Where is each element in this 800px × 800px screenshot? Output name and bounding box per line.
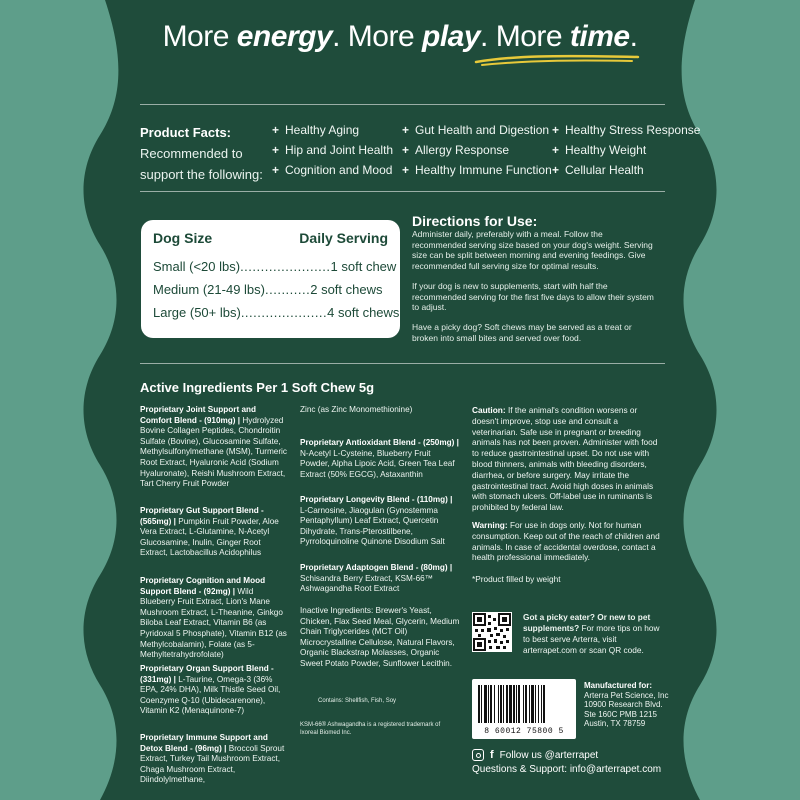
plus-icon: +: [272, 123, 280, 137]
fact-label: Allergy Response: [415, 143, 510, 157]
ingredient-blend: [140, 506, 288, 559]
plus-icon: +: [552, 143, 560, 157]
directions-paragraph: Administer daily, preferably with a meal. Follow the recommended serving size based on your dog's weight. Serving size can be split between morning and evening feedings. Give recommended full serving size for optimal results.: [412, 229, 653, 271]
product-facts-title: Product Facts:: [140, 125, 232, 140]
ingredient-blend: [300, 563, 460, 595]
fact-label: Healthy Aging: [285, 123, 360, 137]
barcode: [472, 679, 576, 739]
dog-size-header: Dog Size: [153, 230, 213, 246]
plus-icon: +: [402, 163, 410, 177]
serving-size-card: [141, 220, 400, 338]
ingredient-blend: [140, 733, 288, 786]
headline-emphasis: play: [422, 20, 481, 53]
footnote: *Product filled by weight: [472, 574, 561, 584]
daily-serving-header: Daily Serving: [299, 230, 388, 246]
leader-dots: ...........: [265, 282, 311, 297]
ingredient-blend: [140, 664, 288, 717]
ingredient-blend: [140, 576, 288, 661]
manufacturer-line: 10900 Research Blvd.: [584, 700, 663, 710]
headline: [0, 20, 800, 54]
fact-item: [402, 143, 509, 157]
fact-label: Healthy Stress Response: [565, 123, 701, 137]
blend-ingredients: Broccoli Sprout Extract, Turkey Tail Mushroom Extract, Chaga Mushroom Extract, Diindolylmethane,: [140, 743, 285, 785]
serving-amount: 2 soft chews: [310, 282, 383, 297]
blend-name: Proprietary Cognition and Mood Support Blend - (92mg) |: [140, 576, 266, 596]
ingredient-blend: [140, 405, 288, 490]
divider: [140, 104, 665, 105]
leader-dots: ......................: [240, 259, 331, 274]
blend-ingredients: Wild Blueberry Fruit Extract, Lion's Mane Mushroom Extract, L-Theanine, Ginkgo Biloba Leaf Extract, Vitamin B6 (as Pyridoxal 5 Phosphate), Vitamin B12 (as Methylcobalamin), Folate (as 5-Methyltetrahydrofolate): [140, 586, 287, 660]
blend-name: Proprietary Longevity Blend - (110mg) |: [300, 495, 453, 504]
blend-name: Proprietary Antioxidant Blend - (250mg) |: [300, 438, 459, 447]
blend-ingredients: Schisandra Berry Extract, KSM-66™ Ashwagandha Root Extract: [300, 573, 433, 594]
warning-text: For use in dogs only. Not for human consumption. Keep out of the reach of children and animals. In case of accidental overdose, contact a health professional immediately.: [472, 520, 660, 563]
inactive-ingredients: Inactive Ingredients: Brewer's Yeast, Chicken, Flax Seed Meal, Glycerin, Medium Chain Triglycerides (MCT Oil) Microcrystalline Cellulose, Natural Flavors, Organic Blackstrap Molasses, Organic Sweet Potato Powder, Sunflower Lecithin.: [300, 606, 460, 668]
dog-size: Large (50+ lbs): [153, 305, 241, 320]
plus-icon: +: [272, 163, 280, 177]
zinc-line: Zinc (as Zinc Monomethionine): [300, 405, 413, 414]
caution-label: Caution:: [472, 405, 506, 415]
directions-paragraph: If your dog is new to supplements, start with half the recommended serving for the first five days to allow their system to adjust.: [412, 281, 654, 312]
blend-name: Proprietary Joint Support and Comfort Blend - (910mg) |: [140, 405, 257, 425]
fact-item: [552, 163, 644, 177]
product-facts-heading: [140, 122, 263, 185]
plus-icon: +: [552, 123, 560, 137]
ingredient-blend: [300, 495, 460, 548]
picky-eater-note: [523, 612, 663, 656]
blend-name: Proprietary Organ Support Blend - (331mg) |: [140, 664, 274, 684]
yellow-underline-squiggle: [472, 52, 642, 68]
blend-ingredients: L-Taurine, Omega-3 (36% EPA, 24% DHA), Milk Thistle Seed Oil, Coenzyme Q-10 (Ubidecarenone), Vitamin K2 (Menaquinone-7): [140, 674, 281, 716]
headline-text: . More: [480, 20, 570, 53]
warning-label: Warning:: [472, 520, 508, 530]
blend-ingredients: L-Carnosine, Jiaogulan (Gynostemma Pentaphyllum) Leaf Extract, Quercetin Dihydrate, Trans-Pterostilbene, Pyrroloquinoline Quinone Disodium Salt: [300, 505, 445, 547]
headline-text: . More: [332, 20, 422, 53]
headline-emphasis: time: [569, 20, 630, 53]
manufacturer-line: Arterra Pet Science, Inc: [584, 690, 669, 700]
fact-label: Healthy Immune Function: [415, 163, 552, 177]
plus-icon: +: [552, 163, 560, 177]
qr-code-icon[interactable]: [472, 612, 512, 652]
fact-item: [402, 123, 549, 137]
facebook-icon[interactable]: f: [490, 749, 494, 761]
blend-ingredients: N-Acetyl L-Cysteine, Blueberry Fruit Powder, Alpha Lipoic Acid, Green Tea Leaf Extract (50% EGCG), Astaxanthin: [300, 448, 455, 479]
blend-name: Proprietary Gut Support Blend - (565mg) |: [140, 506, 264, 526]
headline-text: More: [162, 20, 237, 53]
directions-title: Directions for Use:: [412, 213, 538, 229]
serving-amount: 4 soft chews: [327, 305, 400, 320]
barcode-number: 8 60012 75800 5: [484, 727, 564, 736]
instagram-icon[interactable]: [472, 749, 484, 761]
social-links: [472, 749, 598, 761]
serving-row: [153, 282, 386, 297]
fact-item: [552, 123, 700, 137]
blend-ingredients: Hydrolyzed Bovine Collagen Peptides, Chondroitin Sulfate (Bovine), Glucosamine Sulfate, Methylsulfonylmethane (MSM), Turmeric Root Extract, Hyaluronic Acid (Sodium Hyaluronate), Reishi Mushroom Extract, Tart Cherry Fruit Powder: [140, 415, 287, 489]
leader-dots: .....................: [240, 305, 328, 320]
product-facts-subtitle: support the following:: [140, 167, 263, 182]
fact-label: Gut Health and Digestion: [415, 123, 550, 137]
fact-item: [272, 163, 392, 177]
serving-row: [153, 259, 397, 274]
fact-label: Cognition and Mood: [285, 163, 393, 177]
manufacturer-block: [584, 681, 668, 729]
support-contact: Questions & Support: info@arterrapet.com: [472, 764, 662, 775]
divider: [140, 363, 665, 364]
headline-text: .: [629, 20, 638, 53]
barcode-bars: [478, 685, 570, 723]
fact-item: [552, 143, 646, 157]
product-facts-subtitle: Recommended to: [140, 146, 243, 161]
serving-header: [153, 230, 388, 246]
active-ingredients-title: Active Ingredients Per 1 Soft Chew 5g: [140, 380, 375, 395]
headline-emphasis: energy: [236, 20, 333, 53]
manufacturer-line: Ste 160C PMB 1215: [584, 709, 657, 719]
directions-paragraph: Have a picky dog? Soft chews may be served as a treat or broken into small bites and served over food.: [412, 322, 632, 343]
fact-label: Healthy Weight: [565, 143, 647, 157]
dog-size: Small (<20 lbs): [153, 259, 241, 274]
plus-icon: +: [402, 123, 410, 137]
dog-size: Medium (21-49 lbs): [153, 282, 265, 297]
caution-block: [472, 405, 662, 513]
manufacturer-label: Manufactured for:: [584, 681, 652, 690]
plus-icon: +: [402, 143, 410, 157]
blend-name: Proprietary Immune Support and Detox Blend - (96mg) |: [140, 733, 268, 753]
fact-label: Hip and Joint Health: [285, 143, 394, 157]
blend-ingredients: Pumpkin Fruit Powder, Aloe Vera Extract, L-Glutamine, N-Acetyl Glucosamine, Inulin, Ginger Root Extract, Lactobacillus Acidophilus: [140, 516, 279, 558]
fact-label: Cellular Health: [565, 163, 644, 177]
blend-name: Proprietary Adaptogen Blend - (80mg) |: [300, 563, 453, 572]
caution-text: If the animal's condition worsens or doesn't improve, stop use and consult a veterinarian. Safe use in pregnant or breeding animals has not been proven. Administer with food to reduce gastrointestinal upset. Do not use with blood thinners, animals with bleeding disorders, diarrhea, or before surgery. May irritate the gastrointestinal tract. Avoid high doses in animals with stomach ulcers. Off-label use in ruminants is prohibited by federal law.: [472, 405, 658, 513]
ingredient-blend: [300, 438, 460, 480]
fact-item: [272, 123, 359, 137]
fact-item: [272, 143, 393, 157]
picky-eater-text: For more tips on how to best serve Arterra, visit arterrapet.com or scan QR code.: [523, 623, 660, 655]
divider: [140, 191, 665, 192]
follow-us-text: Follow us @arterrapet: [499, 749, 599, 761]
plus-icon: +: [272, 143, 280, 157]
serving-row: [153, 305, 400, 320]
warning-block: [472, 520, 662, 563]
ksm-trademark-note: KSM-66® Ashwagandha is a registered trademark of Ixoreal Biomed Inc.: [300, 722, 441, 736]
manufacturer-line: Austin, TX 78759: [584, 719, 646, 729]
contains-allergens: Contains: Shellfish, Fish, Soy: [318, 698, 397, 704]
picky-eater-heading: Got a picky eater? Or new to pet supplements?: [523, 612, 651, 633]
serving-amount: 1 soft chew: [330, 259, 397, 274]
fact-item: [402, 163, 552, 177]
